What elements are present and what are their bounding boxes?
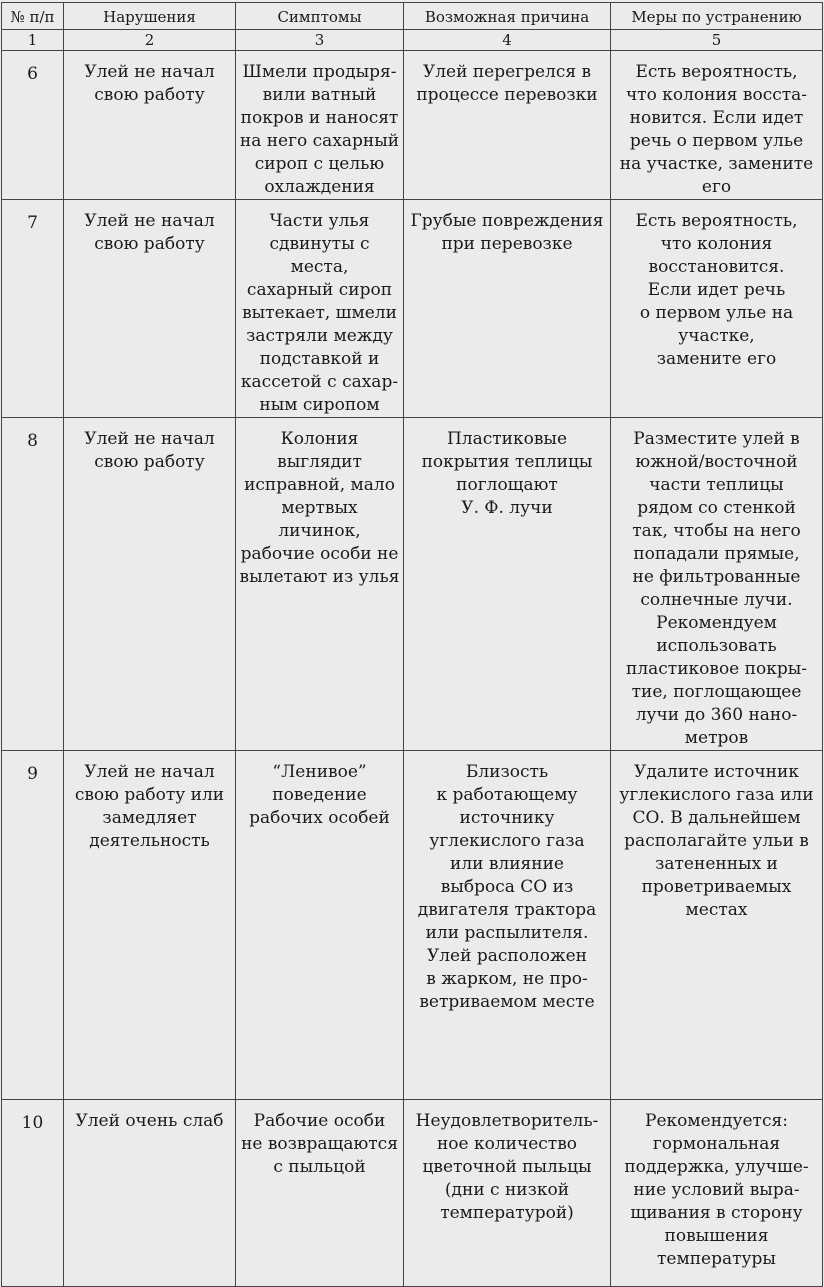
row-number: 10 — [2, 1100, 64, 1287]
row-number: 9 — [2, 751, 64, 1100]
violation-cell: Улей не начал свою работу — [64, 418, 236, 751]
measures-cell: Разместите улей в южной/восточной части теплицы рядом со стенкой так, чтобы на него попадали прямые, не фильтрованные солнечные лучи. Рекомендуем использовать пластиковое покры- тие, поглощающее лучи до 360 нано- метров — [611, 418, 823, 751]
column-number: 2 — [64, 30, 236, 51]
table-row — [2, 51, 823, 200]
header-violation: Нарушения — [64, 3, 236, 30]
symptoms-cell: Части улья сдвинуты с места, сахарный сироп вытекает, шмели застряли между подставкой и кассетой с сахар- ным сиропом — [236, 200, 404, 418]
symptoms-cell: Рабочие особи не возвращаются с пыльцой — [236, 1100, 404, 1287]
column-number: 4 — [404, 30, 611, 51]
header-num: № п/п — [2, 3, 64, 30]
violation-cell: Улей не начал свою работу — [64, 200, 236, 418]
table-row — [2, 751, 823, 1100]
troubleshooting-table — [1, 2, 823, 1287]
measures-cell: Удалите источник углекислого газа или СО. В дальнейшем располагайте ульи в затененных и проветриваемых местах — [611, 751, 823, 1100]
row-number: 6 — [2, 51, 64, 200]
symptoms-cell: Колония выглядит исправной, мало мертвых личинок, рабочие особи не вылетают из улья — [236, 418, 404, 751]
symptoms-cell: “Ленивое” поведение рабочих особей — [236, 751, 404, 1100]
violation-cell: Улей не начал свою работу — [64, 51, 236, 200]
header-symptoms: Симптомы — [236, 3, 404, 30]
cause-cell: Неудовлетворитель- ное количество цветочной пыльцы (дни с низкой температурой) — [404, 1100, 611, 1287]
table-row — [2, 1100, 823, 1287]
column-number: 5 — [611, 30, 823, 51]
row-number: 7 — [2, 200, 64, 418]
measures-cell: Есть вероятность, что колония восстановится. Если идет речь о первом улье на участке, замените его — [611, 200, 823, 418]
cause-cell: Пластиковые покрытия теплицы поглощают У. Ф. лучи — [404, 418, 611, 751]
measures-cell: Рекомендуется: гормональная поддержка, улучше- ние условий выра- щивания в сторону повышения температуры — [611, 1100, 823, 1287]
row-number: 8 — [2, 418, 64, 751]
violation-cell: Улей не начал свою работу или замедляет деятельность — [64, 751, 236, 1100]
header-cause: Возможная причина — [404, 3, 611, 30]
table-row — [2, 200, 823, 418]
header-row — [2, 3, 823, 30]
column-number: 1 — [2, 30, 64, 51]
column-number: 3 — [236, 30, 404, 51]
cause-cell: Близость к работающему источнику углекислого газа или влияние выброса СО из двигателя трактора или распылителя. Улей расположен в жарком, не про- ветриваемом месте — [404, 751, 611, 1100]
column-number-row — [2, 30, 823, 51]
measures-cell: Есть вероятность, что колония восста- новится. Если идет речь о первом улье на участке, замените его — [611, 51, 823, 200]
cause-cell: Грубые повреждения при перевозке — [404, 200, 611, 418]
violation-cell: Улей очень слаб — [64, 1100, 236, 1287]
header-measures: Меры по устранению — [611, 3, 823, 30]
table-row — [2, 418, 823, 751]
symptoms-cell: Шмели продыря- вили ватный покров и наносят на него сахарный сироп с целью охлаждения — [236, 51, 404, 200]
cause-cell: Улей перегрелся в процессе перевозки — [404, 51, 611, 200]
